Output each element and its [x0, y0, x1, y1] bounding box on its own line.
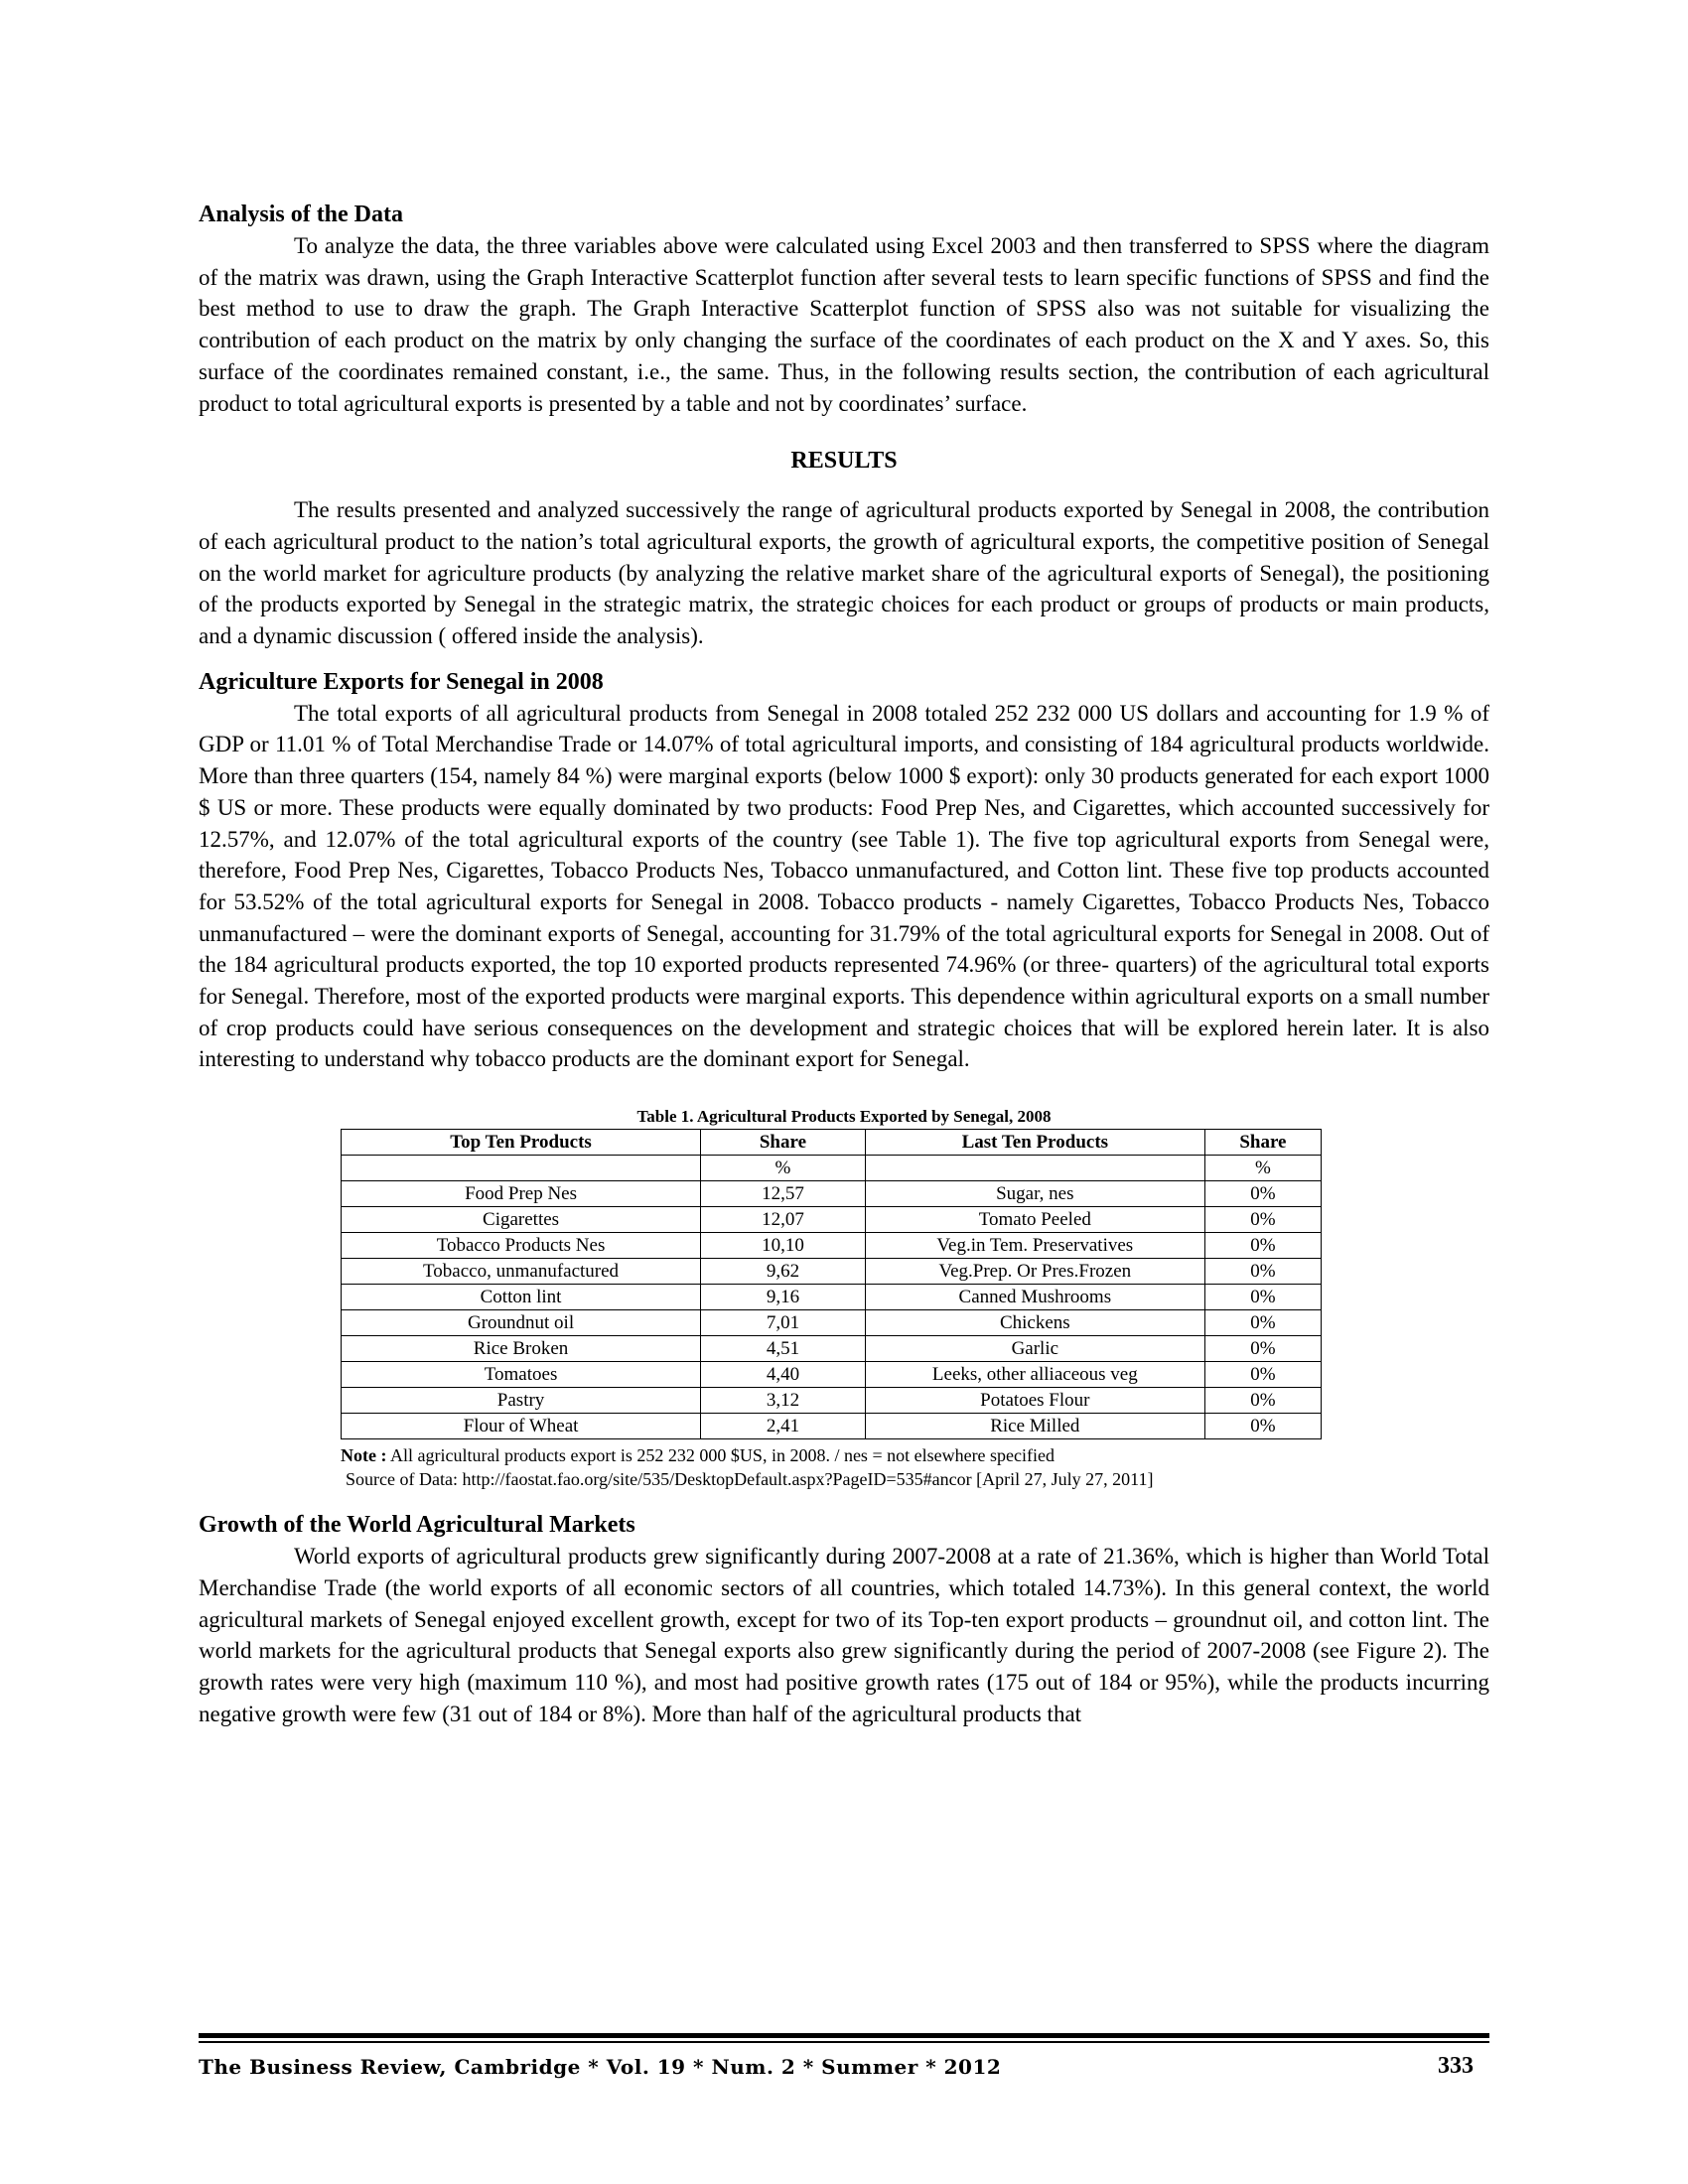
top-share-cell: 9,62	[701, 1259, 866, 1285]
top-share-cell: 12,57	[701, 1181, 866, 1207]
top-share-cell: 12,07	[701, 1207, 866, 1233]
last-share-cell: 0%	[1204, 1362, 1321, 1388]
last-product-cell: Leeks, other alliaceous veg	[865, 1362, 1204, 1388]
table-row	[342, 1362, 1322, 1388]
top-product-cell: Cigarettes	[342, 1207, 701, 1233]
top-share-cell: 9,16	[701, 1285, 866, 1310]
top-product-cell: Tomatoes	[342, 1362, 701, 1388]
top-share-cell: 3,12	[701, 1388, 866, 1414]
top-product-cell: Tobacco Products Nes	[342, 1233, 701, 1259]
table-row	[342, 1207, 1322, 1233]
last-share-cell: 0%	[1204, 1336, 1321, 1362]
table-caption: Table 1. Agricultural Products Exported by Senegal, 2008	[636, 1107, 1052, 1127]
table-1	[199, 1107, 1489, 1491]
last-share-cell: 0%	[1204, 1388, 1321, 1414]
exports-table	[341, 1129, 1322, 1439]
paragraph-results: The results presented and analyzed successively the range of agricultural products exported by Senegal in 2008, the contribution of each agricultural product to the nation’s total agricultural exports, the growth of agricultural exports, the competitive position of Senegal on the world market for agriculture products (by analyzing the relative market share of the agricultural exports of Senegal), the positioning of the products exported by Senegal in the strategic matrix, the strategic choices for each product or groups of products or main products, and a dynamic discussion ( offered inside the analysis).	[199, 497, 1489, 649]
footer-rule-thin	[199, 2041, 1489, 2043]
footer-row	[199, 2053, 1489, 2080]
last-share-cell: 0%	[1204, 1285, 1321, 1310]
last-product-cell: Chickens	[865, 1310, 1204, 1336]
header-share-last: Share	[1204, 1130, 1321, 1156]
page-body	[199, 199, 1489, 1729]
last-share-cell: 0%	[1204, 1259, 1321, 1285]
table-row	[342, 1181, 1322, 1207]
footer-rule-thick	[199, 2033, 1489, 2038]
top-product-cell: Rice Broken	[342, 1336, 701, 1362]
last-product-cell: Rice Milled	[865, 1414, 1204, 1439]
table-row	[342, 1336, 1322, 1362]
unit-cell	[342, 1156, 701, 1181]
last-share-cell: 0%	[1204, 1414, 1321, 1439]
top-share-cell: 7,01	[701, 1310, 866, 1336]
page-number: 333	[1438, 2053, 1474, 2079]
table-row	[342, 1414, 1322, 1439]
top-share-cell: 4,51	[701, 1336, 866, 1362]
journal-citation: The Business Review, Cambridge * Vol. 19 * Num. 2 * Summer * 2012	[199, 2054, 1002, 2079]
note-label: Note :	[341, 1445, 387, 1466]
last-product-cell: Potatoes Flour	[865, 1388, 1204, 1414]
top-product-cell: Food Prep Nes	[342, 1181, 701, 1207]
top-product-cell: Pastry	[342, 1388, 701, 1414]
page-footer	[199, 2033, 1489, 2080]
header-share-top: Share	[701, 1130, 866, 1156]
paragraph-growth: World exports of agricultural products grew significantly during 2007-2008 at a rate of 21.36%, which is higher than World Total Merchandise Trade (the world exports of all economic sectors of all countries, which totaled 14.73%). In this general context, the world agricultural markets of Senegal enjoyed excellent growth, except for two of its Top-ten export products – groundnut oil, and cotton lint. The world markets for the agricultural products that Senegal exports also grew significantly during the period of 2007-2008 (see Figure 2). The growth rates were very high (maximum 110 %), and most had positive growth rates (175 out of 184 or 95%), while the products incurring negative growth were few (31 out of 184 or 8%). More than half of the agricultural products that	[199, 1544, 1489, 1726]
section-heading-analysis: Analysis of the Data	[199, 202, 404, 227]
top-share-cell: 10,10	[701, 1233, 866, 1259]
unit-cell: %	[1204, 1156, 1321, 1181]
table-note	[341, 1443, 1489, 1467]
note-text: All agricultural products export is 252 232 000 $US, in 2008. / nes = not elsewhere specified	[386, 1445, 1055, 1466]
table-source: Source of Data: http://faostat.fao.org/site/535/DesktopDefault.aspx?PageID=535#ancor [April 27, July 27, 2011]	[346, 1469, 1154, 1490]
last-product-cell: Veg.Prep. Or Pres.Frozen	[865, 1259, 1204, 1285]
unit-cell	[865, 1156, 1204, 1181]
table-header-row	[342, 1130, 1322, 1156]
last-share-cell: 0%	[1204, 1233, 1321, 1259]
top-product-cell: Flour of Wheat	[342, 1414, 701, 1439]
table-row	[342, 1310, 1322, 1336]
top-share-cell: 4,40	[701, 1362, 866, 1388]
last-product-cell: Veg.in Tem. Preservatives	[865, 1233, 1204, 1259]
last-share-cell: 0%	[1204, 1181, 1321, 1207]
header-top-ten: Top Ten Products	[342, 1130, 701, 1156]
section-heading-growth: Growth of the World Agricultural Markets	[199, 1512, 635, 1539]
last-product-cell: Garlic	[865, 1336, 1204, 1362]
top-share-cell: 2,41	[701, 1414, 866, 1439]
section-heading-results: RESULTS	[790, 448, 898, 475]
paragraph-analysis: To analyze the data, the three variables above were calculated using Excel 2003 and then transferred to SPSS where the diagram of the matrix was drawn, using the Graph Interactive Scatterplot function after several tests to learn specific functions of SPSS and find the best method to use to draw the graph. The Graph Interactive Scatterplot function of SPSS also was not suitable for visualizing the contribution of each product on the matrix by only changing the surface of the coordinates of each product on the X and Y axes. So, this surface of the coordinates remained constant, i.e., the same. Thus, in the following results section, the contribution of each agricultural product to total agricultural exports is presented by a table and not by coordinates’ surface.	[199, 233, 1489, 416]
unit-cell: %	[701, 1156, 866, 1181]
last-share-cell: 0%	[1204, 1310, 1321, 1336]
last-product-cell: Sugar, nes	[865, 1181, 1204, 1207]
table-row	[342, 1259, 1322, 1285]
section-heading-exports: Agriculture Exports for Senegal in 2008	[199, 668, 604, 695]
table-row	[342, 1233, 1322, 1259]
last-product-cell: Canned Mushrooms	[865, 1285, 1204, 1310]
table-units-row	[342, 1156, 1322, 1181]
last-share-cell: 0%	[1204, 1207, 1321, 1233]
header-last-ten: Last Ten Products	[865, 1130, 1204, 1156]
top-product-cell: Groundnut oil	[342, 1310, 701, 1336]
table-body	[342, 1181, 1322, 1439]
top-product-cell: Tobacco, unmanufactured	[342, 1259, 701, 1285]
paragraph-exports: The total exports of all agricultural products from Senegal in 2008 totaled 252 232 000 US dollars and accounting for 1.9 % of GDP or 11.01 % of Total Merchandise Trade or 14.07% of total agricultural imports, and consisting of 184 agricultural products worldwide. More than three quarters (154, namely 84 %) were marginal exports (below 1000 $ export): only 30 products generated for each export 1000 $ US or more. These products were equally dominated by two products: Food Prep Nes, and Cigarettes, which accounted successively for 12.57%, and 12.07% of the total agricultural exports of the country (see Table 1). The five top agricultural exports from Senegal were, therefore, Food Prep Nes, Cigarettes, Tobacco Products Nes, Tobacco unmanufactured, and Cotton lint. These five top products accounted for 53.52% of the total agricultural exports for Senegal in 2008. Tobacco products - namely Cigarettes, Tobacco Products Nes, Tobacco unmanufactured – were the dominant exports of Senegal, accounting for 31.79% of the total agricultural exports for Senegal in 2008. Out of the 184 agricultural products exported, the top 10 exported products represented 74.96% (or three- quarters) of the agricultural total exports for Senegal. Therefore, most of the exported products were marginal exports. This dependence within agricultural exports on a small number of crop products could have serious consequences on the development and strategic choices that will be explored herein later. It is also interesting to understand why tobacco products are the dominant export for Senegal.	[199, 700, 1489, 1072]
table-row	[342, 1285, 1322, 1310]
table-row	[342, 1388, 1322, 1414]
top-product-cell: Cotton lint	[342, 1285, 701, 1310]
last-product-cell: Tomato Peeled	[865, 1207, 1204, 1233]
